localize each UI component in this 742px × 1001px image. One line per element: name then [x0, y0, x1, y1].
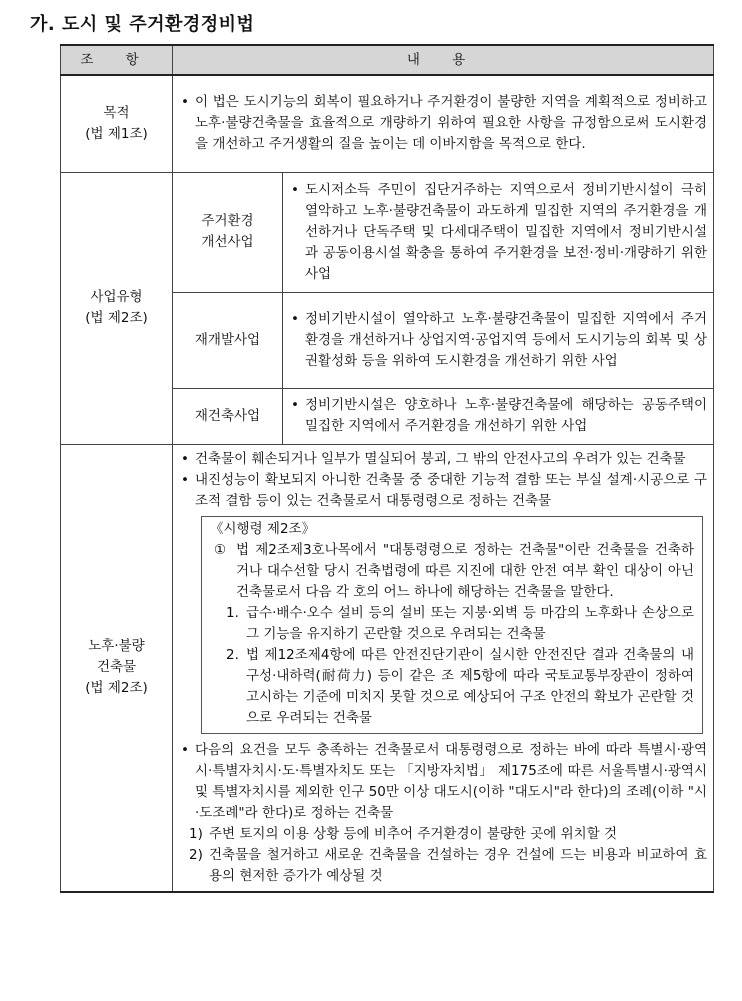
decree-box — [201, 516, 703, 734]
decree-heading: 《시행령 제2조》 — [210, 520, 316, 537]
project-types-label: 사업유형 (법 제2조) — [61, 172, 173, 444]
table-row-housing-improvement — [61, 172, 714, 292]
housing-improvement-label: 주거환경 개선사업 — [173, 172, 283, 292]
old-buildings-label: 노후·불량 건축물 (법 제2조) — [61, 444, 173, 892]
old-buildings-bullet-2: • 내진성능이 확보되지 아니한 건축물 중 중대한 기능적 결함 또는 부실 설계·시공으로 구조적 결함 등이 있는 건축물로서 대통령령으로 정하는 건축물 — [181, 470, 707, 512]
requirement-1: 1) 주변 토지의 이용 상황 등에 비추어 주거환경이 불량한 곳에 위치할 것 — [189, 825, 618, 842]
requirement-2: 2) 건축물을 철거하고 새로운 건축물을 건설하는 경우 건설에 드는 비용과 비교하여 효용의 현저한 증가가 예상될 것 — [189, 846, 707, 884]
decree-item-1: ① 법 제2조제3호나목에서 "대통령령으로 정하는 건축물"이란 건축물을 건축하거나 대수선할 당시 건축법령에 따른 지진에 대한 안전 여부 확인 대상이 아닌 건축물로서 다음 각 호의 어느 하나에 해당하는 건축물을 말한다. — [214, 541, 694, 600]
table-row-purpose — [61, 75, 714, 172]
redevelopment-label: 재개발사업 — [173, 292, 283, 388]
reconstruction-content: • 정비기반시설은 양호하나 노후·불량건축물에 해당하는 공동주택이 밀집한 지역에서 주거환경을 개선하기 위한 사업 — [283, 388, 714, 444]
purpose-text: • 이 법은 도시기능의 회복이 필요하거나 주거환경이 불량한 지역을 계획적으로 정비하고 노후·불량건축물을 효율적으로 개량하기 위하여 필요한 사항을 규정함으로써 도시환경을 개선하고 주거생활의 질을 높이는 데 이바지함을 목적으로 한다. — [181, 92, 707, 155]
purpose-content — [173, 75, 714, 172]
purpose-label: 목적 (법 제1조) — [61, 75, 173, 172]
header-article: 조 항 — [61, 45, 173, 75]
law-summary-table — [60, 44, 714, 893]
redevelopment-content: • 정비기반시설이 열악하고 노후·불량건축물이 밀집한 지역에서 주거환경을 개선하거나 상업지역·공업지역 등에서 도시기능의 회복 및 상권활성화 등을 위하여 도시환경을 개선하기 위한 사업 — [283, 292, 714, 388]
decree-subitem-2: 2. 법 제12조제4항에 따른 안전진단기관이 실시한 안전진단 결과 건축물의 내구성·내하력(耐荷力) 등이 같은 조 제5항에 따라 국토교통부장관이 정하여 고시하는 기준에 미치지 못할 것으로 예상되어 구조 안전의 확보가 곤란할 것으로 우려되는 건축물 — [226, 646, 694, 726]
table-header-row — [61, 45, 714, 75]
old-buildings-bullet-1: • 건축물이 훼손되거나 일부가 멸실되어 붕괴, 그 밖의 안전사고의 우려가 있는 건축물 — [181, 449, 707, 470]
decree-subitem-1: 1. 급수·배수·오수 설비 등의 설비 또는 지붕·외벽 등 마감의 노후화나 손상으로 그 기능을 유지하기 곤란할 것으로 우려되는 건축물 — [226, 604, 694, 642]
reconstruction-label: 재건축사업 — [173, 388, 283, 444]
table-row-old-buildings — [61, 444, 714, 892]
header-content: 내 용 — [173, 45, 714, 75]
old-buildings-bullet-3: • 다음의 요건을 모두 충족하는 건축물로서 대통령령으로 정하는 바에 따라 특별시·광역시·특별자치시·도·특별자치도 또는 「지방자치법」 제175조에 따른 서울특별시·광역시 및 특별자치시를 제외한 인구 50만 이상 대도시(이하 "대도시"라 한다)의 조례(이하 "시·도조례"라 한다)로 정하는 건축물 — [181, 740, 707, 824]
old-buildings-content — [173, 444, 714, 892]
housing-improvement-content: • 도시저소득 주민이 집단거주하는 지역으로서 정비기반시설이 극히 열악하고 노후·불량건축물이 과도하게 밀집한 지역의 주거환경을 개선하거나 단독주택 및 다세대주택이 밀집한 지역에서 정비기반시설과 공동이용시설 확충을 통하여 주거환경을 보전·정비·개량하기 위한 사업 — [283, 172, 714, 292]
section-title: 가. 도시 및 주거환경정비법 — [30, 14, 255, 35]
